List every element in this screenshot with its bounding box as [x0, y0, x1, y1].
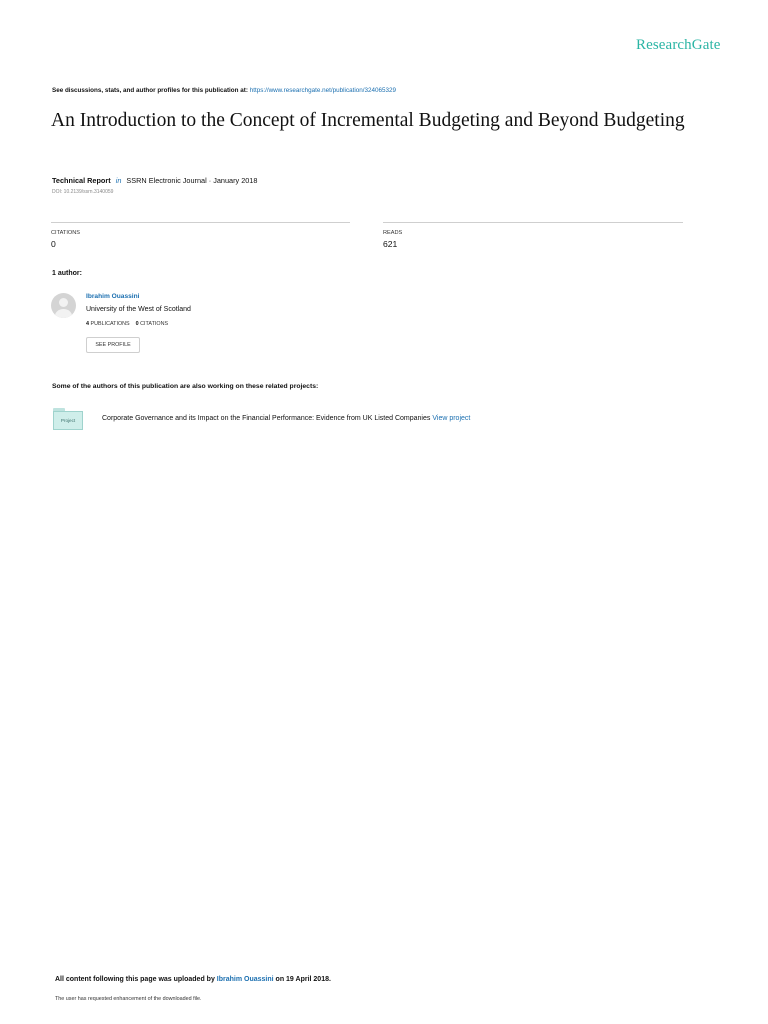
upload-notice-prefix: All content following this page was uploaded by	[55, 976, 215, 983]
view-project-link[interactable]: View project	[432, 415, 471, 422]
reads-label: READS	[383, 230, 403, 236]
citations-label: CITATIONS	[51, 230, 81, 236]
author-institution: University of the West of Scotland	[86, 306, 191, 313]
uploader-link[interactable]: Ibrahim Ouassini	[216, 976, 274, 983]
project-icon-label: Project	[60, 418, 76, 423]
publication-url-link[interactable]: https://www.researchgate.net/publication/324065329	[249, 87, 397, 94]
publication-info	[52, 176, 257, 185]
author-publications-count: 4	[86, 321, 89, 327]
see-profile-button[interactable]: SEE PROFILE	[86, 337, 140, 353]
related-project-item	[102, 415, 470, 422]
author-citations-label: CITATIONS	[140, 321, 169, 327]
enhancement-note: The user has requested enhancement of the downloaded file.	[55, 996, 202, 1002]
avatar-head-shape	[59, 298, 68, 307]
publication-title: An Introduction to the Concept of Incremental Budgeting and Beyond Budgeting	[51, 110, 685, 131]
citations-value: 0	[51, 239, 56, 249]
in-word: in	[115, 176, 122, 185]
upload-notice-suffix: on 19 April 2018.	[275, 976, 331, 983]
researchgate-logo[interactable]: ResearchGate	[636, 37, 721, 53]
avatar-body-shape	[55, 309, 72, 318]
upload-notice	[55, 976, 331, 983]
project-folder-icon	[53, 408, 83, 430]
folder-body	[53, 411, 83, 430]
discussion-notice	[52, 87, 396, 94]
journal-name[interactable]: SSRN Electronic Journal · January 2018	[126, 176, 258, 185]
citations-divider	[51, 222, 350, 223]
avatar[interactable]	[51, 293, 76, 318]
discussion-notice-text: See discussions, stats, and author profiles for this publication at:	[52, 87, 248, 94]
author-stats	[86, 321, 168, 327]
related-projects-heading: Some of the authors of this publication are also working on these related projects:	[52, 383, 319, 390]
publication-type: Technical Report	[52, 176, 111, 185]
project-title: Corporate Governance and its Impact on the Financial Performance: Evidence from UK Listed Companies	[102, 415, 431, 422]
reads-divider	[383, 222, 683, 223]
author-citations-count: 0	[135, 321, 139, 327]
authors-heading: 1 author:	[52, 270, 82, 277]
doi: DOI: 10.2139/ssrn.3140059	[52, 189, 114, 195]
author-name-link[interactable]: Ibrahim Ouassini	[86, 293, 140, 300]
author-publications-label: PUBLICATIONS	[90, 321, 130, 327]
reads-value: 621	[383, 239, 398, 249]
